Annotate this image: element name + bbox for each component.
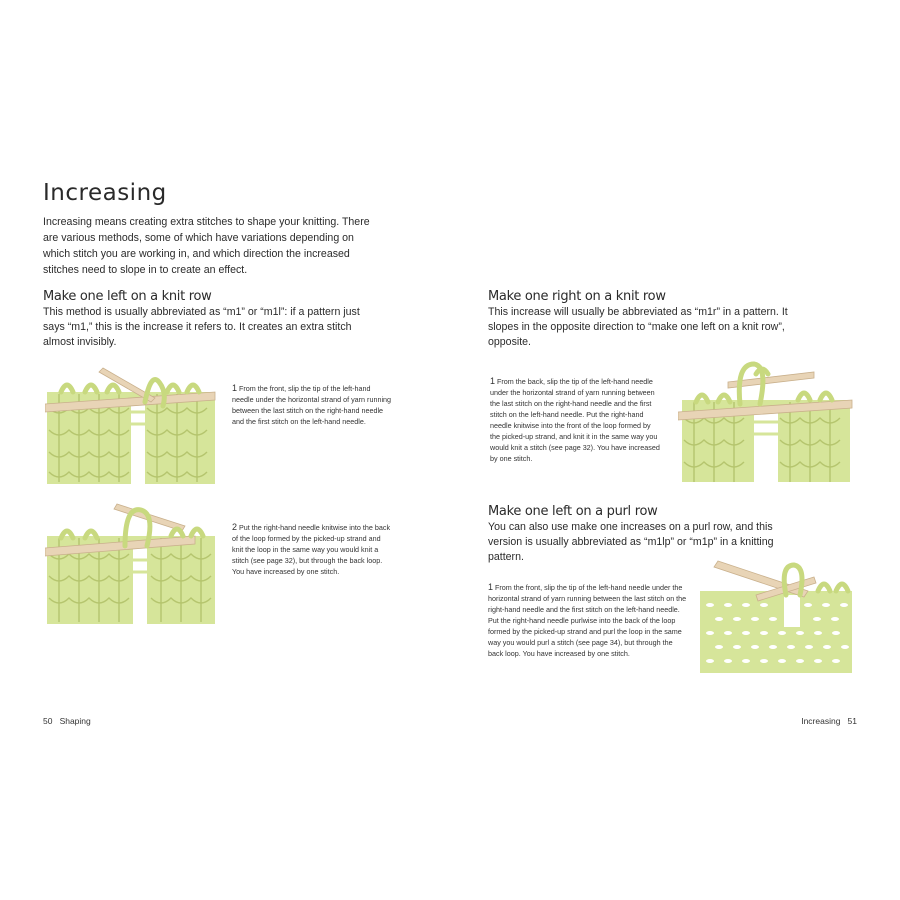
illustration-m1lp-step1 xyxy=(698,557,854,675)
lead-make-one-left-purl: You can also use make one increases on a purl row, and this version is usually abbreviated as “m1lp” or “m1p” in a knitting pattern. xyxy=(488,521,774,563)
running-head: Increasing xyxy=(801,716,841,726)
lead-make-one-left-knit: This method is usually abbreviated as “m1” or “m1l”: if a pattern just says “m1,” this is the increase it refers to. It creates an extra stitch almost invisibly. xyxy=(43,306,360,348)
illustration-m1r-step1 xyxy=(678,360,853,484)
step-number: 1 xyxy=(490,376,496,386)
heading-make-one-right-knit: Make one right on a knit row xyxy=(488,289,666,304)
page-number: 50 xyxy=(43,716,53,726)
illustration-m1l-step2 xyxy=(45,500,217,626)
step-m1lp-1 xyxy=(488,582,688,659)
loops xyxy=(696,364,832,404)
step-number: 2 xyxy=(232,522,238,532)
heading-make-one-left-purl: Make one left on a purl row xyxy=(488,504,658,519)
intro-paragraph: Increasing means creating extra stitches to shape your knitting. There are various methods, some of which have variations depending on which stitch you are working in, and which direction the increased stitches need to slope in to create an effect. xyxy=(43,216,370,276)
step-text: From the back, slip the tip of the left-hand needle under the horizontal strand of yarn running between the last stitch on the right-hand needle and the first stitch on the left-hand needle. Put the right-hand needle knitwise into the front of the loop formed by the picked-up strand, and knit it in the same way you would knit a stitch (see page 32). You have increased by one stitch. xyxy=(490,377,660,463)
step-number: 1 xyxy=(488,582,494,592)
folio-right xyxy=(801,716,857,726)
purl-fabric xyxy=(700,591,852,673)
running-head: Shaping xyxy=(59,716,91,726)
page-title: Increasing xyxy=(43,180,167,206)
step-text: Put the right-hand needle knitwise into the back of the loop formed by the picked-up strand and knit the loop in the same way you would knit a stitch (see page 32), but through the back loop. You have increased by one stitch. xyxy=(232,523,391,576)
heading-make-one-left-knit: Make one left on a knit row xyxy=(43,289,212,304)
step-text: From the front, slip the tip of the left-hand needle under the horizontal strand of yarn running between the last stitch on the right-hand needle and the first stitch on the left-hand needle. Put the right-hand needle purlwise into the back of the loop formed by the picked-up strand and purl the loop in the same way you would purl a stitch (see page 34), but through the back loop. You have increased by one stitch. xyxy=(488,583,687,658)
page-number: 51 xyxy=(847,716,857,726)
lead-make-one-right-knit: This increase will usually be abbreviated as “m1r” in a pattern. It slopes in the opposite direction to “make one left on a knit row”, opposite. xyxy=(488,306,788,348)
folio-left xyxy=(43,716,91,726)
step-number: 1 xyxy=(232,383,238,393)
step-text: From the front, slip the tip of the left-hand needle under the horizontal strand of yarn running between the last stitch on the right-hand needle and the first stitch on the left-hand needle. xyxy=(232,384,392,426)
step-m1r-1 xyxy=(490,376,660,464)
step-m1l-1 xyxy=(232,383,392,427)
illustration-m1l-step1 xyxy=(45,362,217,486)
step-m1l-2 xyxy=(232,522,392,577)
